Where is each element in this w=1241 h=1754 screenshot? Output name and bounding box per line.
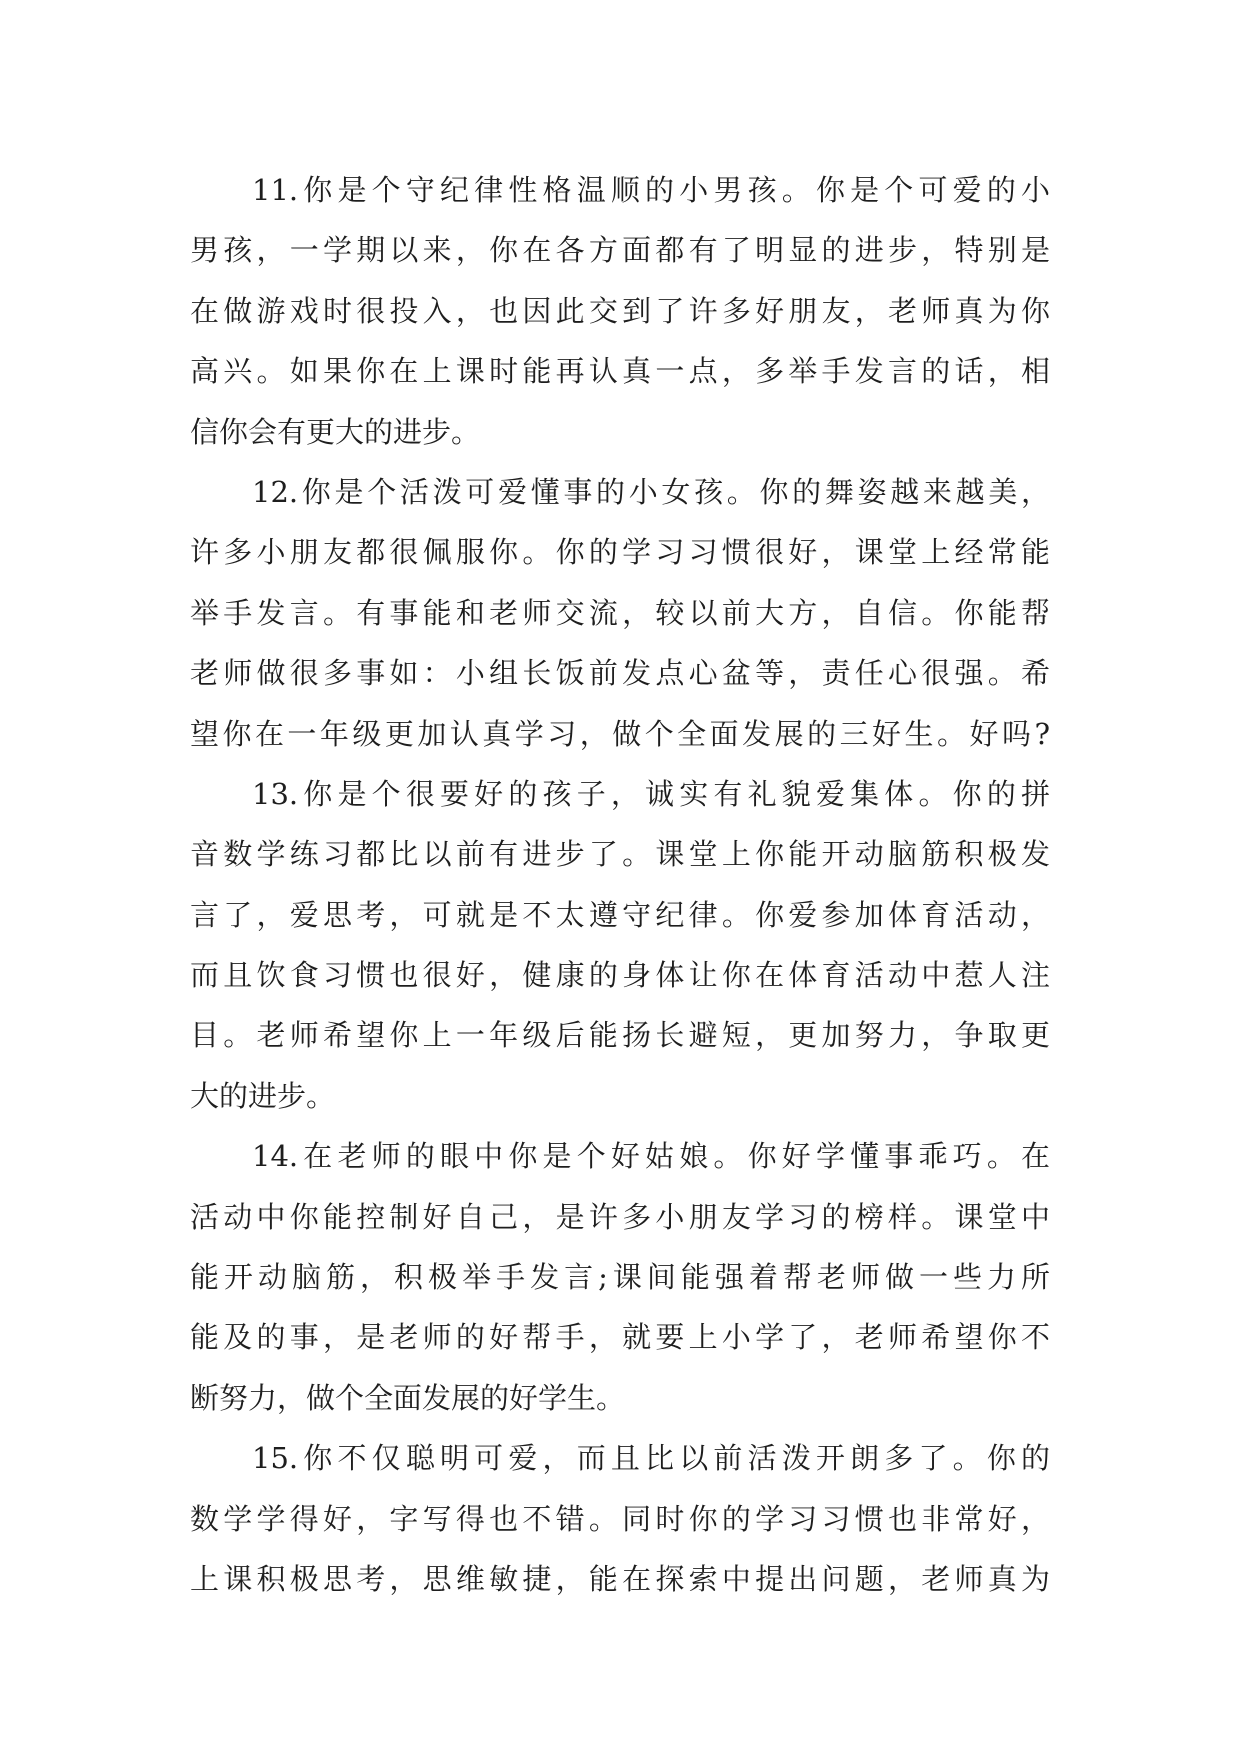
paragraph-14-line-4: 能及的事，是老师的好帮手，就要上小学了，老师希望你不 xyxy=(190,1320,1050,1355)
paragraph-14-line-5: 断努力，做个全面发展的好学生。 xyxy=(190,1380,626,1415)
paragraph-14-line-1: 14.在老师的眼中你是个好姑娘。你好学懂事乖巧。在 xyxy=(252,1139,1050,1174)
paragraph-12-line-1: 12.你是个活泼可爱懂事的小女孩。你的舞姿越来越美， xyxy=(252,474,1050,509)
paragraph-13-line-6: 大的进步。 xyxy=(190,1078,336,1113)
paragraph-13-line-4: 而且饮食习惯也很好，健康的身体让你在体育活动中惹人注 xyxy=(190,958,1050,993)
paragraph-13-line-5: 目。老师希望你上一年级后能扬长避短，更加努力，争取更 xyxy=(190,1018,1050,1053)
paragraph-14-line-2: 活动中你能控制好自己，是许多小朋友学习的榜样。课堂中 xyxy=(190,1199,1050,1234)
paragraph-14-line-3: 能开动脑筋，积极举手发言;课间能强着帮老师做一些力所 xyxy=(190,1260,1050,1295)
paragraph-12-line-3: 举手发言。有事能和老师交流，较以前大方，自信。你能帮 xyxy=(190,595,1050,630)
paragraph-11-line-2: 男孩，一学期以来，你在各方面都有了明显的进步，特别是 xyxy=(190,233,1050,268)
paragraph-13-line-2: 音数学练习都比以前有进步了。课堂上你能开动脑筋积极发 xyxy=(190,837,1050,872)
paragraph-12-line-2: 许多小朋友都很佩服你。你的学习习惯很好，课堂上经常能 xyxy=(190,535,1050,570)
paragraph-11-line-1: 11.你是个守纪律性格温顺的小男孩。你是个可爱的小 xyxy=(252,173,1050,207)
paragraph-12-line-4: 老师做很多事如：小组长饭前发点心盆等，责任心很强。希 xyxy=(190,656,1050,691)
paragraph-12-line-5: 望你在一年级更加认真学习，做个全面发展的三好生。好吗? xyxy=(190,716,1050,751)
paragraph-15-line-3: 上课积极思考，思维敏捷，能在探索中提出问题，老师真为 xyxy=(190,1561,1050,1596)
paragraph-11-line-5: 信你会有更大的进步。 xyxy=(190,414,481,449)
paragraph-13-line-1: 13.你是个很要好的孩子，诚实有礼貌爱集体。你的拼 xyxy=(252,776,1050,811)
paragraph-11-line-4: 高兴。如果你在上课时能再认真一点，多举手发言的话，相 xyxy=(190,354,1050,389)
paragraph-15-line-2: 数学学得好，字写得也不错。同时你的学习习惯也非常好， xyxy=(190,1501,1050,1536)
paragraph-13-line-3: 言了，爱思考，可就是不太遵守纪律。你爱参加体育活动， xyxy=(190,897,1050,932)
paragraph-11-line-3: 在做游戏时很投入，也因此交到了许多好朋友，老师真为你 xyxy=(190,293,1050,328)
paragraph-15-line-1: 15.你不仅聪明可爱，而且比以前活泼开朗多了。你的 xyxy=(252,1441,1050,1476)
document-body xyxy=(190,160,1050,1609)
